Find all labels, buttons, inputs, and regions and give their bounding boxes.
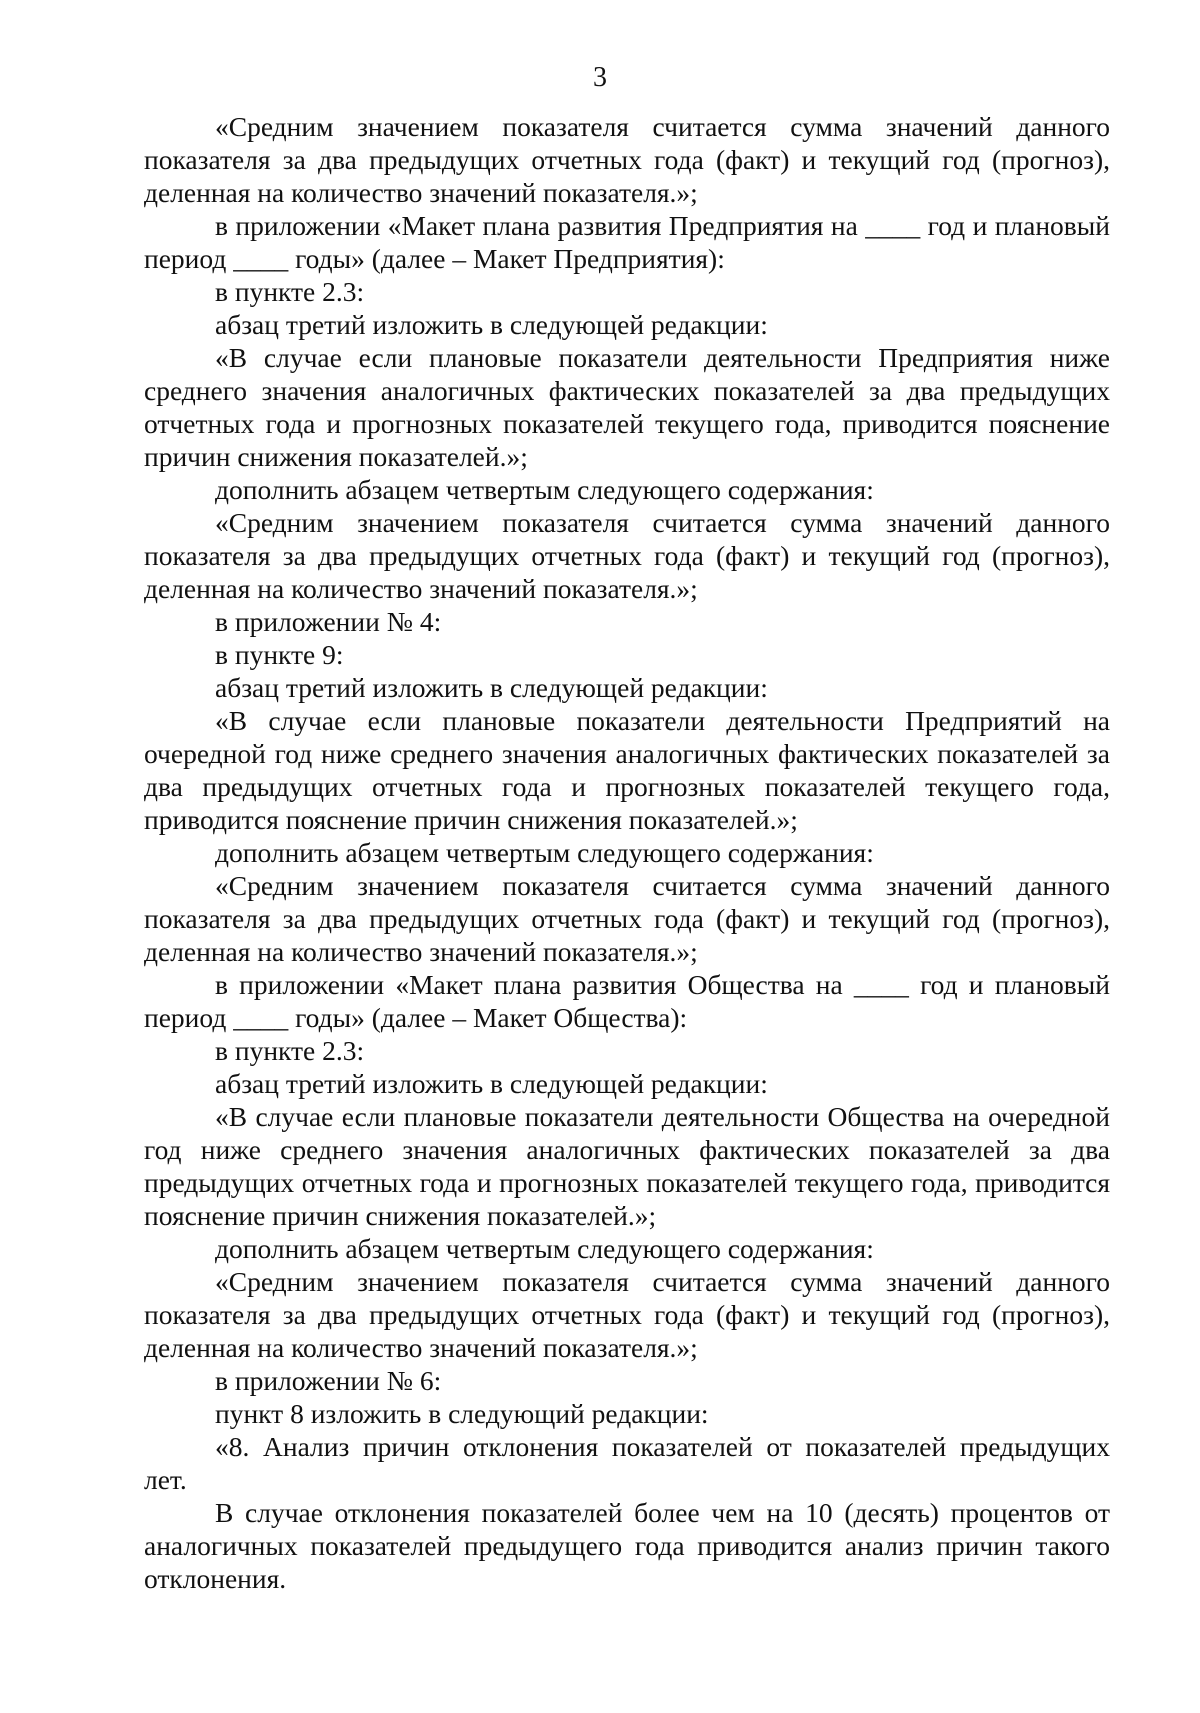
paragraph: «8. Анализ причин отклонения показателей от показателей предыдущих лет.: [144, 1431, 1110, 1495]
paragraph: абзац третий изложить в следующей редакции:: [215, 1068, 768, 1099]
paragraph: дополнить абзацем четвертым следующего содержания:: [215, 837, 874, 868]
paragraph: в приложении «Макет плана развития Общества на ____ год и плановый период ____ годы» (далее – Макет Общества):: [144, 969, 1110, 1033]
paragraph: пункт 8 изложить в следующий редакции:: [215, 1398, 709, 1429]
paragraph: «В случае если плановые показатели деятельности Предприятий на очередной год ниже среднего значения аналогичных фактических показателей за два предыдущих отчетных года и прогнозных показателей текущего года, приводится пояснение причин снижения показателей.»;: [144, 705, 1110, 835]
paragraph: «Средним значением показателя считается сумма значений данного показателя за два предыдущих отчетных года (факт) и текущий год (прогноз), деленная на количество значений показателя.»;: [144, 1266, 1110, 1363]
paragraph: абзац третий изложить в следующей редакции:: [215, 672, 768, 703]
paragraph: «В случае если плановые показатели деятельности Предприятия ниже среднего значения аналогичных фактических показателей за два предыдущих отчетных года и прогнозных показателей текущего года, приводится пояснение причин снижения показателей.»;: [144, 342, 1110, 472]
paragraph: дополнить абзацем четвертым следующего содержания:: [215, 1233, 874, 1264]
paragraph: «В случае если плановые показатели деятельности Общества на очередной год ниже среднего значения аналогичных фактических показателей за два предыдущих отчетных года и прогнозных показателей текущего года, приводится пояснение причин снижения показателей.»;: [144, 1101, 1110, 1231]
paragraph: в пункте 9:: [215, 639, 344, 670]
paragraph: в пункте 2.3:: [215, 1035, 365, 1066]
paragraph: в приложении № 6:: [215, 1365, 442, 1396]
paragraph: «Средним значением показателя считается сумма значений данного показателя за два предыдущих отчетных года (факт) и текущий год (прогноз), деленная на количество значений показателя.»;: [144, 507, 1110, 604]
paragraph: в пункте 2.3:: [215, 276, 365, 307]
paragraph: в приложении «Макет плана развития Предприятия на ____ год и плановый период ____ годы» (далее – Макет Предприятия):: [144, 210, 1110, 274]
paragraph: в приложении № 4:: [215, 606, 442, 637]
paragraph: В случае отклонения показателей более чем на 10 (десять) процентов от аналогичных показателей предыдущего года приводится анализ причин такого отклонения.: [144, 1497, 1110, 1594]
paragraph: «Средним значением показателя считается сумма значений данного показателя за два предыдущих отчетных года (факт) и текущий год (прогноз), деленная на количество значений показателя.»;: [144, 870, 1110, 967]
page-number: 3: [593, 62, 607, 93]
paragraph: дополнить абзацем четвертым следующего содержания:: [215, 474, 874, 505]
document-body: [144, 110, 1110, 1595]
paragraph: «Средним значением показателя считается сумма значений данного показателя за два предыдущих отчетных года (факт) и текущий год (прогноз), деленная на количество значений показателя.»;: [144, 111, 1110, 208]
paragraph: абзац третий изложить в следующей редакции:: [215, 309, 768, 340]
